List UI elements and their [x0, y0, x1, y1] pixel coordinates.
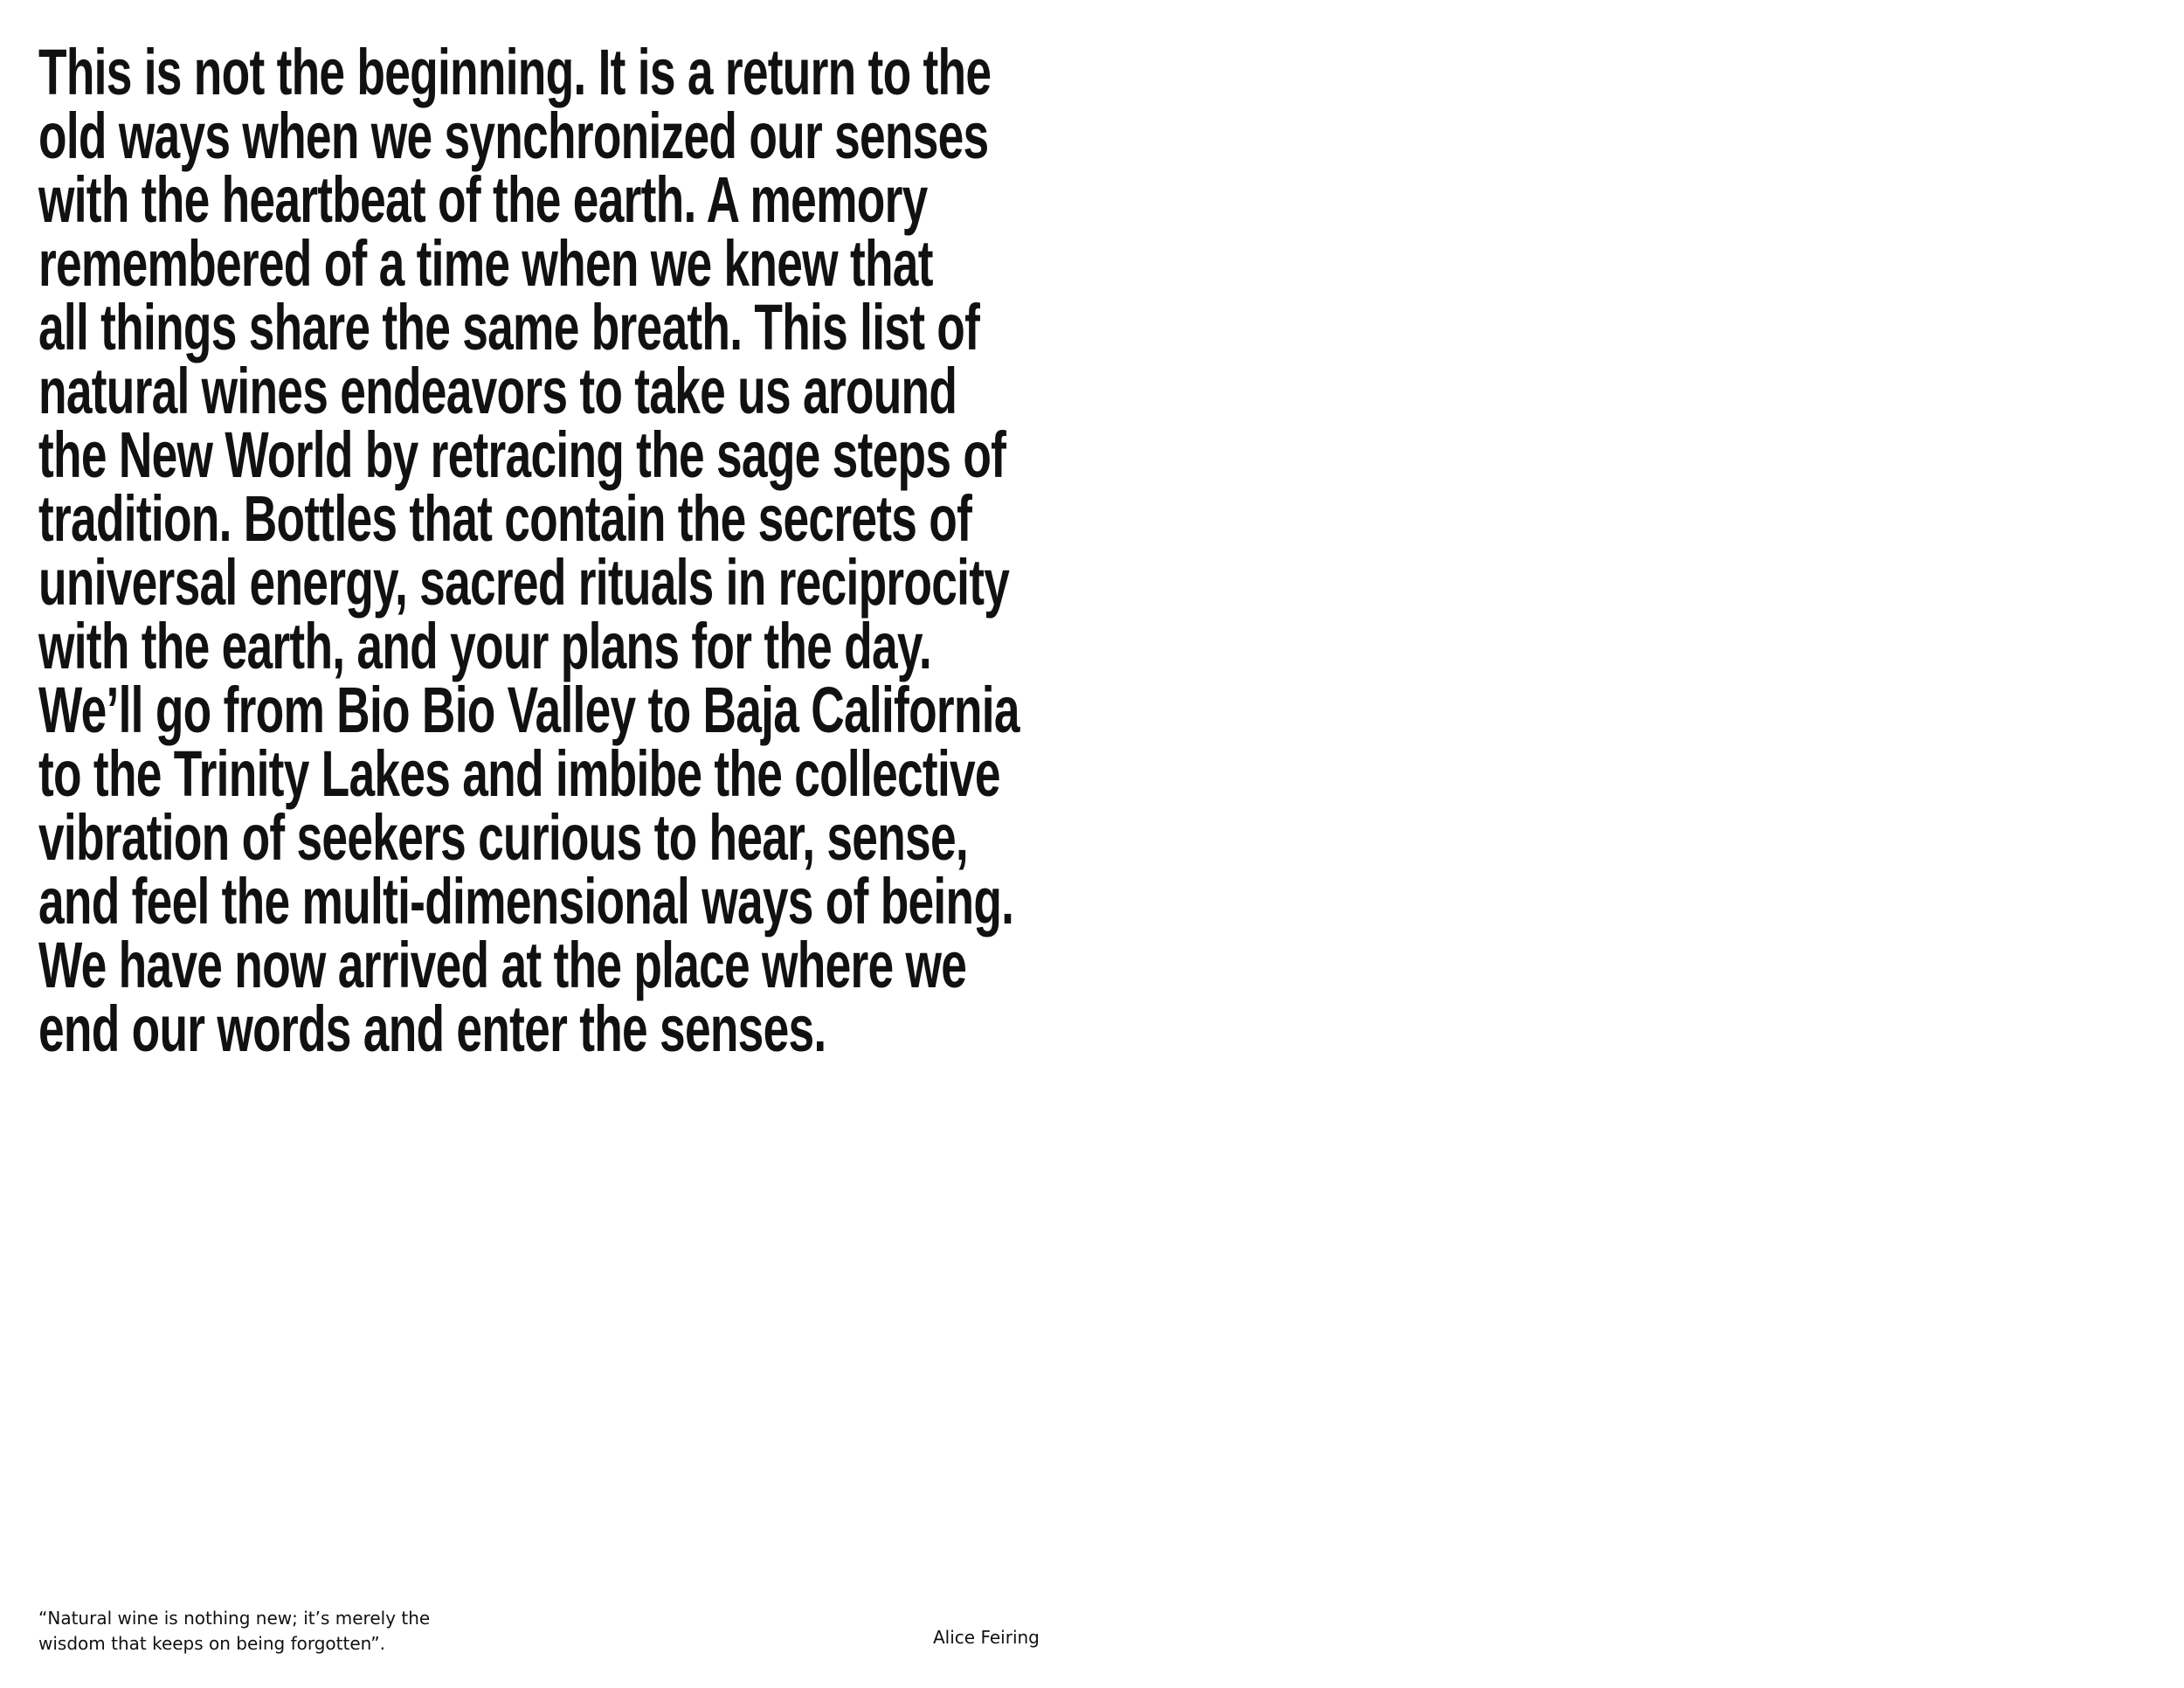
- manifesto-line: and feel the multi-dimensional ways of being.: [38, 865, 1014, 937]
- manifesto-line: end our words and enter the senses.: [38, 993, 826, 1065]
- manifesto-line: to the Trinity Lakes and imbibe the collective: [38, 737, 1000, 810]
- manifesto-line: the New World by retracing the sage steps of: [38, 419, 1006, 491]
- manifesto-text: [38, 36, 1069, 1065]
- footer-quote: [38, 1606, 580, 1657]
- manifesto-line: old ways when we synchronized our senses: [38, 100, 989, 172]
- quote-author: Alice Feiring: [933, 1627, 1040, 1648]
- manifesto-line: tradition. Bottles that contain the secrets of: [38, 482, 972, 555]
- manifesto-line: natural wines endeavors to take us around: [38, 355, 957, 427]
- manifesto-line: with the heartbeat of the earth. A memory: [38, 163, 928, 236]
- manifesto-line: remembered of a time when we knew that: [38, 227, 933, 300]
- manifesto-line: We have now arrived at the place where we: [38, 929, 967, 1001]
- quote-line: wisdom that keeps on being forgotten”.: [38, 1633, 385, 1654]
- manifesto-line: We’ll go from Bio Bio Valley to Baja California: [38, 674, 1019, 746]
- manifesto-line: with the earth, and your plans for the day.: [38, 610, 931, 682]
- manifesto-line: universal energy, sacred rituals in reciprocity: [38, 546, 1010, 619]
- manifesto-line: This is not the beginning. It is a return to the: [38, 36, 992, 108]
- quote-line: “Natural wine is nothing new; it’s merely the: [38, 1608, 431, 1629]
- manifesto-line: vibration of seekers curious to hear, sense,: [38, 801, 968, 874]
- manifesto-line: all things share the same breath. This list of: [38, 291, 980, 363]
